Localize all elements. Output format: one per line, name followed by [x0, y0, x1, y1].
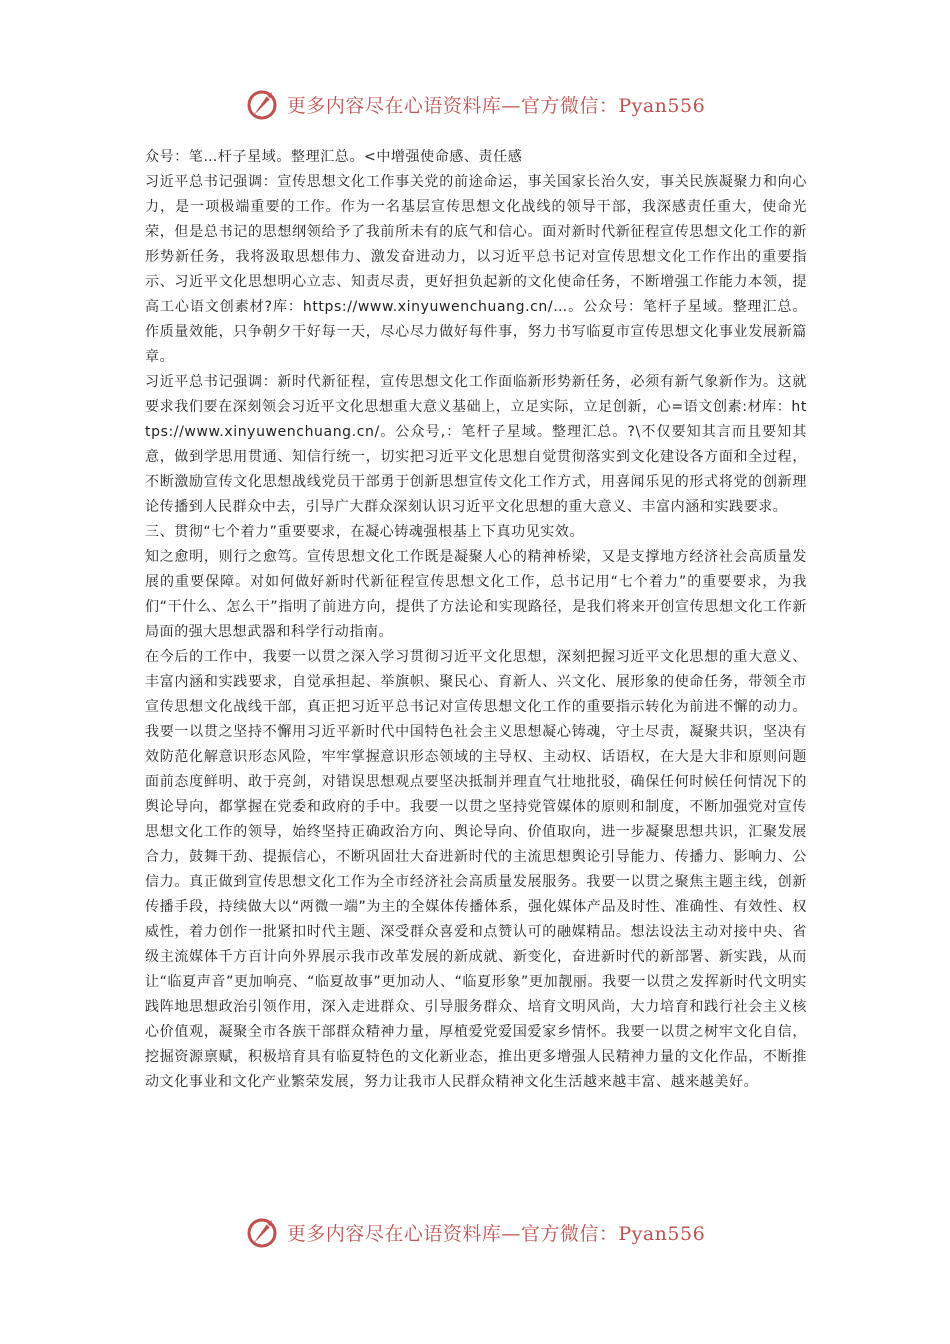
section-heading: 三、贯彻“七个着力”重要要求，在凝心铸魂强根基上下真功见实效。 — [145, 524, 585, 540]
header-banner-text: 更多内容尽在心语资料库—官方微信：Pyan556 — [286, 94, 706, 117]
document-body — [145, 145, 807, 1095]
paragraph: 习近平总书记强调：新时代新征程，宣传思想文化工作面临新形势新任务，必须有新气象新作为。这就要求我们要在深刻领会习近平文化思想重大意义基础上，立足实际，立足创新，心=语文创素:材库：https://www.xinyuwenchuang.cn/。公众号,：笔杆子星域。整理汇总。?\不仅要知其言而且要知其意，做到学思用贯通、知信行统一，切实把习近平文化思想自觉贯彻落实到文化建设各方面和全过程，不断激励宣传文化思想战线党员干部勇于创新思想宣传文化工作方式，用喜闻乐见的形式将党的创新理论传播到人民群众中去，引导广大群众深刻认识习近平文化思想的重大意义、丰富内涵和实践要求。 — [145, 374, 807, 515]
paragraph: 习近平总书记强调：宣传思想文化工作事关党的前途命运，事关国家长治久安，事关民族凝聚力和向心力，是一项极端重要的工作。作为一名基层宣传思想文化战线的领导干部，我深感责任重大，使命光荣，但是总书记的思想纲领给予了我前所未有的底气和信心。面对新时代新征程宣传思想文化工作的新形势新任务，我将汲取思想伟力、激发奋进动力，以习近平总书记对宣传思想文化工作作出的重要指示、习近平文化思想明心立志、知责尽责，更好担负起新的文化使命任务，不断增强工作能力本领，提高工心语文创素材?库：https://www.xinyuwenchuang.cn/…。公众号：笔杆子星域。整理汇总。作质量效能，只争朝夕干好每一天，尽心尽力做好每件事，努力书写临夏市宣传思想文化事业发展新篇章。 — [145, 174, 807, 365]
pen-logo-icon — [245, 86, 281, 122]
paragraph: 众号：笔…杆子星域。整理汇总。<中增强使命感、责任感 — [145, 149, 523, 165]
header-banner — [0, 84, 950, 124]
pen-logo-icon — [245, 1214, 281, 1250]
footer-banner — [0, 1212, 950, 1252]
footer-banner-text: 更多内容尽在心语资料库—官方微信：Pyan556 — [286, 1222, 706, 1245]
paragraph: 知之愈明，则行之愈笃。宣传思想文化工作既是凝聚人心的精神桥梁，又是支撑地方经济社会高质量发展的重要保障。对如何做好新时代新征程宣传思想文化工作，总书记用“七个着力”的重要要求，为我们“干什么、怎么干”指明了前进方向，提供了方法论和实现路径，是我们将来开创宣传思想文化工作新局面的强大思想武器和科学行动指南。 — [145, 549, 807, 640]
paragraph: 在今后的工作中，我要一以贯之深入学习贯彻习近平文化思想，深刻把握习近平文化思想的重大意义、丰富内涵和实践要求，自觉承担起、举旗帜、聚民心、育新人、兴文化、展形象的使命任务，带领全市宣传思想文化战线干部，真正把习近平总书记对宣传思想文化工作的重要指示转化为前进不懈的动力。我要一以贯之坚持不懈用习近平新时代中国特色社会主义思想凝心铸魂，守土尽责，凝聚共识，坚决有效防范化解意识形态风险，牢牢掌握意识形态领域的主导权、主动权、话语权，在大是大非和原则问题面前态度鲜明、敢于亮剑，对错误思想观点要坚决抵制并理直气壮地批驳，确保任何时候任何情况下的舆论导向，都掌握在党委和政府的手中。我要一以贯之坚持党管媒体的原则和制度，不断加强党对宣传思想文化工作的领导，始终坚持正确政治方向、舆论导向、价值取向，进一步凝聚思想共识，汇聚发展合力，鼓舞干劲、提振信心，不断巩固壮大奋进新时代的主流思想舆论引导能力、传播力、影响力、公信力。真正做到宣传思想文化工作为全市经济社会高质量发展服务。我要一以贯之聚焦主题主线，创新传播手段，持续做大以“两微一端”为主的全媒体传播体系，强化媒体产品及时性、准确性、有效性、权威性，着力创作一批紧扣时代主题、深受群众喜爱和点赞认可的融媒精品。想法设法主动对接中央、省级主流媒体千方百计向外界展示我市改革发展的新成就、新变化，奋进新时代的新部署、新实践，从而让“临夏声音”更加响亮、“临夏故事”更加动人、“临夏形象”更加靓丽。我要一以贯之发挥新时代文明实践阵地思想政治引领作用，深入走进群众、引导服务群众、培育文明风尚，大力培育和践行社会主义核心价值观，凝聚全市各族干部群众精神力量，厚植爱党爱国爱家乡情怀。我要一以贯之树牢文化自信，挖掘资源禀赋，积极培育具有临夏特色的文化新业态，推出更多增强人民精神力量的文化作品，不断推动文化事业和文化产业繁荣发展，努力让我市人民群众精神文化生活越来越丰富、越来越美好。 — [145, 649, 807, 1090]
